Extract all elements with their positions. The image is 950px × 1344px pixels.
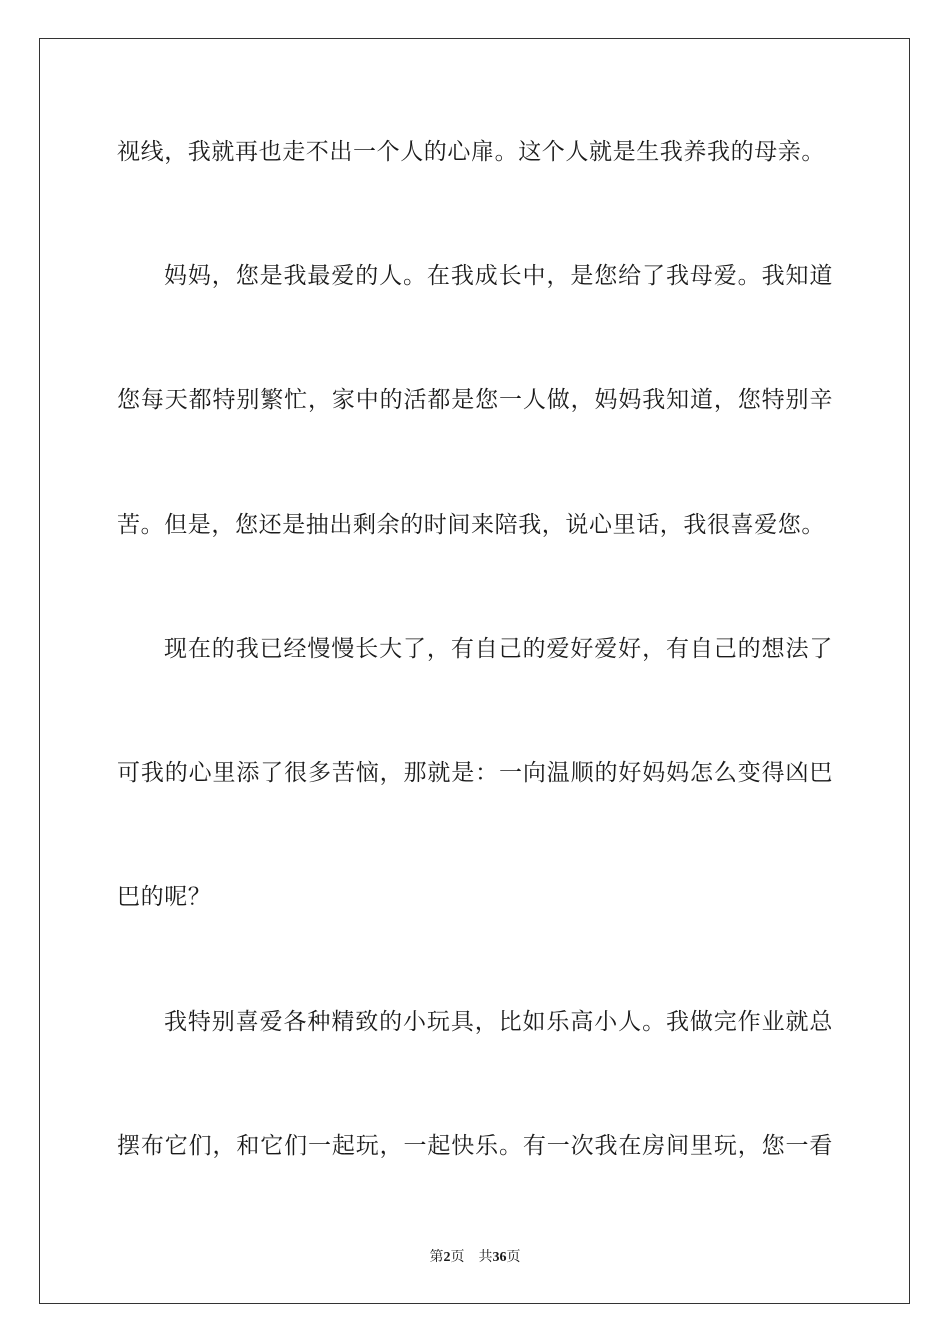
text-line-4: 苦。但是，您还是抽出剩余的时间来陪我，说心里话，我很喜爱您。 [117,512,825,538]
page-prefix: 第 [429,1249,444,1265]
text-line-8: 我特别喜爱各种精致的小玩具，比如乐高小人。我做完作业就总 [164,1009,833,1035]
page-footer [0,1247,950,1268]
text-line-3: 您每天都特别繁忙，家中的活都是您一人做，妈妈我知道，您特别辛 [117,387,833,413]
page-border [39,38,910,1304]
total-prefix: 共 [478,1249,493,1265]
text-line-7: 巴的呢？ [117,884,212,910]
page-suffix: 页 [450,1249,465,1265]
text-line-1: 视线，我就再也走不出一个人的心扉。这个人就是生我养我的母亲。 [117,139,825,165]
text-line-5: 现在的我已经慢慢长大了，有自己的爱好爱好，有自己的想法了 [164,636,833,662]
text-line-6: 可我的心里添了很多苦恼，那就是：一向温顺的好妈妈怎么变得凶巴 [117,760,833,786]
total-suffix: 页 [506,1249,521,1265]
page-total: 36 [492,1250,507,1265]
text-line-2: 妈妈，您是我最爱的人。在我成长中，是您给了我母爱。我知道 [164,263,833,289]
page-current: 2 [443,1250,451,1265]
text-line-9: 摆布它们，和它们一起玩，一起快乐。有一次我在房间里玩，您一看 [117,1133,833,1159]
